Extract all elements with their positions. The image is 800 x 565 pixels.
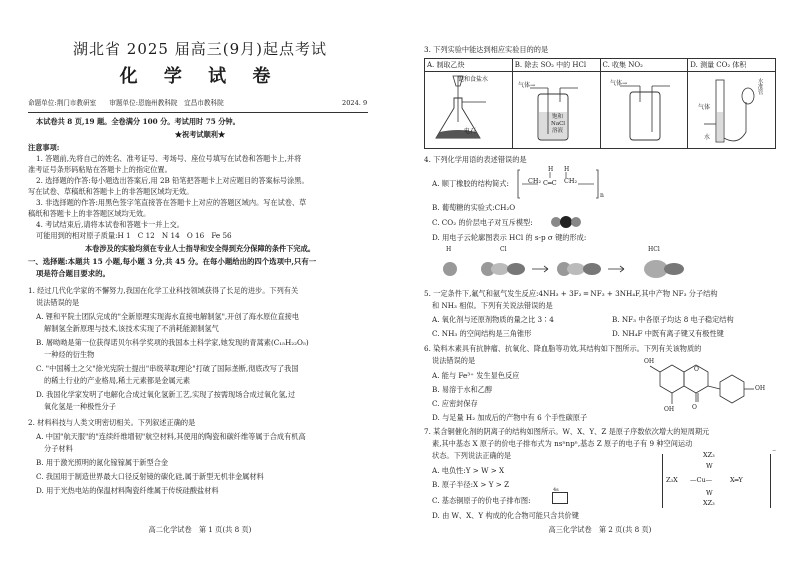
exam-units: 命题单位:荆门市教研室 审题单位:恩施州教科院 宜昌市教科院 <box>28 99 224 107</box>
question-4-stem: 4. 下列化学用语的表述错误的是 <box>424 155 527 164</box>
d-water-label: 水 <box>704 134 711 141</box>
option-d-label: D. 测量 CO₂ 体积 <box>688 59 776 72</box>
d-gas-label: 气体 <box>698 104 711 111</box>
orbital-hcl-label: HCl <box>648 246 660 253</box>
question-stem: 6. 染料木素具有抗肿瘤、抗氧化、降血脂等功效,其结构如下图所示。下列有关该物质的 <box>424 344 702 353</box>
formula-right: CH₂ <box>564 177 578 185</box>
w-bottom: W <box>706 489 713 497</box>
option-b-cont: 一种烃的衍生物 <box>44 350 95 359</box>
option-a-cont: 分子材料 <box>44 444 73 453</box>
option-d: D. 用于光热电站的保温材料陶瓷纤维属于传统硅酸盐材料 <box>36 486 219 495</box>
d-tube-label: 水准管 <box>756 78 763 95</box>
option-a-cont: 解制氢全新原理与技术,该技术实现了不消耗能源制氢气 <box>44 324 219 333</box>
option-c: C. 我国用于制造世界最大口径反射镜的碳化硅,属于新型无机非金属材料 <box>36 472 264 481</box>
question-3-stem: 3. 下列实验中能达到相应实验目的的是 <box>424 45 549 54</box>
question-stem: 1. 经过几代化学家的不懈努力,我国在化学工业科技领域获得了长足的进步。下列有关 <box>28 286 299 295</box>
o-label: O <box>694 366 699 373</box>
option-b: B. NF₃ 中各原子均达 8 电子稳定结构 <box>612 315 734 324</box>
orbital-box-label: 4s <box>553 487 559 493</box>
note-line: 稿纸和答题卡上的非答题区域均无效。 <box>28 209 151 218</box>
page-2 <box>400 0 800 565</box>
exam-date: 2024. 9 <box>342 99 368 107</box>
option-a: A. 氧化剂与还原剂物质的量之比 3∶4 <box>432 315 554 324</box>
option-a: A. 电负性:Y > W > X <box>432 466 505 475</box>
c-gas-label: 气体→ <box>610 80 628 87</box>
formula-n: n <box>600 192 604 199</box>
a-label-bottom: 电石 <box>464 128 477 135</box>
option-d: D. 我国化学家发明了电解化合成过氧化氢新工艺,实现了按需现场合成过氧化氢,过 <box>36 390 296 399</box>
option-a-label: A. 制取乙炔 <box>425 59 513 72</box>
co2-model-drawing <box>546 212 586 232</box>
notes-title: 注意事项: <box>28 143 60 152</box>
option-b: B. 用于激光照明的氮化镓镓属于新型合金 <box>36 458 169 467</box>
option-b: B. 屠呦呦是第一位获得诺贝尔科学奖项的我国本土科学家,她发现的青蒿素(C₁₅H₂₂O₅) <box>36 338 309 347</box>
question-stem: 和 NH₃ 相似。下列有关说法错误的是 <box>432 301 553 310</box>
safety-note: 本卷涉及的实验均须在专业人士指导和安全得到充分保障的条件下完成。 <box>84 244 315 253</box>
option-b: B. 原子半径:X > Y > Z <box>432 480 510 489</box>
formula-mid: C═C <box>543 179 557 187</box>
acetylene-apparatus-drawing <box>426 72 510 150</box>
question-stem: 状态。下列说法正确的是 <box>432 451 512 460</box>
q4-option-a: A. 顺丁橡胶的结构简式: <box>432 179 509 188</box>
question-stem: 2. 材料科技与人类文明密切相关。下列叙述正确的是 <box>28 418 196 427</box>
option-c: C. 基态铜原子的价电子排布图: <box>432 496 531 505</box>
question-stem: 说法错误的是 <box>432 356 476 365</box>
option-a: A. 锂和平院士团队完成的"全新原理实现海水直接电解制氢",开创了海水原位直接电 <box>36 312 300 321</box>
o-label: O <box>692 404 697 411</box>
formula-h: H <box>564 166 570 173</box>
xz3-bottom: XZ₃ <box>703 499 715 507</box>
option-c-label: C. 收集 NO₂ <box>600 59 688 72</box>
option-d-cont: 氧化氢是一种极性分子 <box>44 402 116 411</box>
oh-label: OH <box>664 406 675 413</box>
option-c-cont: 的稀土行业的产业格局,稀土元素都是金属元素 <box>44 376 191 385</box>
option-b: B. 易溶于水和乙醇 <box>432 385 493 394</box>
option-c: C. 应密封保存 <box>432 399 478 408</box>
xy-right: X═Y <box>730 476 743 484</box>
note-line: 2. 选择题的作答:每小题选出答案后,用 2B 铅笔把答题卡上对应题目的答案标号涂黑。 <box>36 176 309 185</box>
section-heading-cont: 项是符合题目要求的。 <box>36 269 110 278</box>
question-stem: 说法错误的是 <box>36 298 80 307</box>
cu-center: —Cu— <box>690 476 713 484</box>
exam-subject: 化 学 试 卷 <box>119 66 281 87</box>
note-line: 3. 非选择题的作答:用黑色签字笔直接答在答题卡上对应的答题区域内。写在试卷、草 <box>36 198 307 207</box>
option-d: D. 与足量 H₂ 加成后的产物中有 6 个手性碳原子 <box>432 413 588 422</box>
formula-h: H <box>548 166 554 173</box>
option-c: C. NH₃ 的空间结构是三角锥形 <box>432 329 532 338</box>
page-footer: 高二化学试卷 第 1 页(共 8 页) <box>148 525 252 534</box>
question-stem: 素,其中基态 X 原子的价电子排布式为 nsⁿnpⁿ,基态 Z 原子的电子有 9 种空间运动 <box>432 439 693 448</box>
exam-title: 湖北省 2025 届高三(9月)起点考试 <box>73 40 327 58</box>
note-line: 1. 答题前,先将自己的姓名、准考证号、考场号、座位号填写在试卷和答题卡上,并将 <box>36 154 302 163</box>
exam-summary: 本试卷共 8 页,19 题。全卷满分 100 分。考试用时 75 分钟。 <box>36 117 240 126</box>
orbital-cl-label: Cl <box>500 246 507 253</box>
b-liquid-label: 溶液 <box>552 128 564 134</box>
charge: ⁻ <box>772 448 777 457</box>
bracket-left <box>662 454 664 508</box>
bracket-right <box>770 454 772 508</box>
orbital-box <box>552 492 568 504</box>
z3x-left: Z₃X <box>666 476 678 484</box>
page-footer: 高三化学试卷 第 2 页(共 8 页) <box>548 525 652 534</box>
option-c: C. "中国稀土之父"徐光宪院士提出"串级萃取理论"打破了国际垄断,彻底改写了我国 <box>36 364 299 373</box>
b-liquid-label: 饱和 <box>552 114 564 120</box>
option-d: D. 由 W、X、Y 构成的化合物可能只含共价键 <box>432 511 579 520</box>
q4-option-c: C. CO₂ 的价层电子对互斥模型: <box>432 218 533 227</box>
q4-option-b: B. 葡萄糖的实验式:CH₂O <box>432 203 516 212</box>
option-d: D. NH₄F 中既有离子键又有极性键 <box>612 329 724 338</box>
question-stem: 7. 某含铜催化剂的阴离子的结构如图所示。W、X、Y、Z 是原子序数依次增大的短周期元 <box>424 427 710 436</box>
option-a: A. 中国"航天服"的"连续纤维增韧"航空材料,其使用的陶瓷和碳纤维等属于合成有机高 <box>36 432 306 441</box>
w-top: W <box>706 462 713 470</box>
b-liquid-label: NaCl <box>551 121 566 127</box>
orbital-h-label: H <box>446 246 452 253</box>
orbital-overlap-drawing <box>436 252 736 286</box>
question-stem: 5. 一定条件下,氟气和氨气发生反应:4NH₃ + 3F₂ ═ NF₃ + 3NH₄F,其中产物 NF₃ 分子结构 <box>424 289 718 298</box>
oh-label: OH <box>644 358 655 365</box>
q4-option-d: D. 用电子云轮廓图表示 HCl 的 s-p σ 键的形成: <box>432 233 587 242</box>
oh-label: OH <box>755 385 766 392</box>
section-heading: 一、选择题:本题共 15 小题,每小题 3 分,共 45 分。在每小题给出的四个选项中,只有一 <box>28 257 317 266</box>
note-line: 写在试卷、草稿纸和答题卡上的非答题区域均无效。 <box>28 187 194 196</box>
note-line: 可能用到的相对原子质量:H 1 C 12 N 14 O 16 Fe 56 <box>36 231 232 240</box>
option-a: A. 能与 Fe³⁺ 发生显色反应 <box>432 371 520 380</box>
a-label-top: 饱和食盐水 <box>458 76 489 83</box>
exam-wish: ★祝考试顺利★ <box>174 130 226 139</box>
formula-left: CH₂ <box>528 177 542 185</box>
xz3-top: XZ₃ <box>703 451 715 459</box>
note-line: 准考证号条形码粘贴在答题卡上的指定位置。 <box>28 165 172 174</box>
divider <box>28 112 368 113</box>
option-b-label: B. 除去 SO₂ 中的 HCl <box>512 59 600 72</box>
note-line: 4. 考试结束后,请将本试卷和答题卡一并上交。 <box>36 220 184 229</box>
b-gas-label: 气体→ <box>518 82 536 89</box>
